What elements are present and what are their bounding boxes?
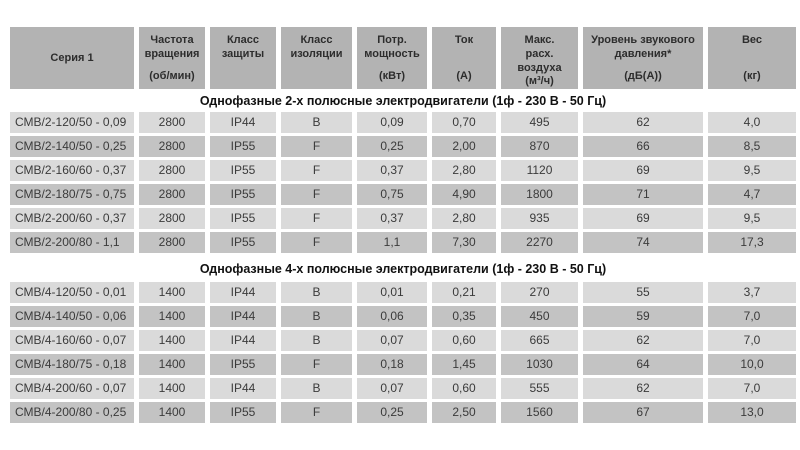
table-cell: 2,50: [432, 402, 496, 423]
table-cell: 0,60: [432, 378, 496, 399]
table-cell: 495: [501, 112, 578, 133]
table-cell: IP44: [210, 378, 276, 399]
table-cell: 55: [583, 282, 703, 303]
table-cell: 59: [583, 306, 703, 327]
column-label: Ток: [454, 34, 474, 46]
table-cell: 2800: [139, 112, 205, 133]
table-cell: СМВ/2-200/80 - 1,1: [10, 232, 134, 253]
table-cell: 8,5: [708, 136, 796, 157]
table-row: [10, 208, 796, 229]
column-header-insulation-class: [281, 27, 352, 89]
table-cell: 3,7: [708, 282, 796, 303]
table-cell: IP44: [210, 112, 276, 133]
table-row: [10, 354, 796, 375]
table-cell: 270: [501, 282, 578, 303]
table-cell: IP55: [210, 184, 276, 205]
column-header-speed: [139, 27, 205, 89]
table-cell: B: [281, 306, 352, 327]
table-cell: 2800: [139, 136, 205, 157]
table-cell: F: [281, 184, 352, 205]
table-cell: 2800: [139, 184, 205, 205]
table-row: [10, 136, 796, 157]
table-header-row: [10, 27, 796, 89]
table-cell: 1800: [501, 184, 578, 205]
section-title-2pole: Однофазные 2-х полюсные электродвигатели (1ф - 230 В - 50 Гц): [199, 93, 607, 108]
table-cell: 0,06: [357, 306, 427, 327]
table-cell: СМВ/2-180/75 - 0,75: [10, 184, 134, 205]
table-cell: 2800: [139, 160, 205, 181]
table-cell: 0,70: [432, 112, 496, 133]
table-cell: 0,25: [357, 136, 427, 157]
table-cell: 2800: [139, 208, 205, 229]
column-label: Макс. расх. воздуха: [517, 34, 562, 74]
table-cell: 1400: [139, 330, 205, 351]
table-cell: 64: [583, 354, 703, 375]
table-cell: F: [281, 232, 352, 253]
table-cell: F: [281, 160, 352, 181]
column-header-sound-level: [583, 27, 703, 89]
table-cell: 1030: [501, 354, 578, 375]
table-cell: 74: [583, 232, 703, 253]
table-cell: 69: [583, 160, 703, 181]
table-row: [10, 282, 796, 303]
table-cell: СМВ/4-200/60 - 0,07: [10, 378, 134, 399]
table-row: [10, 160, 796, 181]
motor-spec-table: [10, 0, 796, 423]
table-cell: 1400: [139, 306, 205, 327]
table-cell: 1400: [139, 402, 205, 423]
section-rows-4pole: [10, 282, 796, 423]
table-row: [10, 330, 796, 351]
table-cell: 2,80: [432, 160, 496, 181]
table-cell: 555: [501, 378, 578, 399]
table-cell: IP44: [210, 282, 276, 303]
table-cell: СМВ/4-140/50 - 0,06: [10, 306, 134, 327]
table-cell: IP55: [210, 402, 276, 423]
table-cell: B: [281, 282, 352, 303]
table-cell: 9,5: [708, 160, 796, 181]
table-cell: 7,0: [708, 378, 796, 399]
table-row: [10, 306, 796, 327]
column-unit: (кг): [743, 70, 761, 83]
table-cell: 665: [501, 330, 578, 351]
column-label: Частота вращения: [144, 34, 200, 60]
table-cell: 7,30: [432, 232, 496, 253]
table-cell: 2800: [139, 232, 205, 253]
table-row: [10, 184, 796, 205]
table-row: [10, 232, 796, 253]
column-label: Класс защиты: [221, 34, 265, 60]
table-cell: 1400: [139, 354, 205, 375]
table-cell: 2,80: [432, 208, 496, 229]
table-cell: СМВ/2-200/60 - 0,37: [10, 208, 134, 229]
table-cell: 69: [583, 208, 703, 229]
table-row: [10, 112, 796, 133]
table-cell: 0,01: [357, 282, 427, 303]
table-cell: 0,07: [357, 378, 427, 399]
table-cell: IP55: [210, 232, 276, 253]
column-label: Класс изоляции: [290, 34, 343, 60]
table-cell: IP55: [210, 136, 276, 157]
table-cell: 0,09: [357, 112, 427, 133]
column-label: Вес: [741, 34, 763, 46]
table-cell: 935: [501, 208, 578, 229]
column-unit: (м³/ч): [525, 75, 554, 88]
table-cell: IP44: [210, 306, 276, 327]
table-cell: B: [281, 112, 352, 133]
table-row: [10, 402, 796, 423]
table-cell: 0,75: [357, 184, 427, 205]
table-cell: СМВ/2-160/60 - 0,37: [10, 160, 134, 181]
table-cell: 9,5: [708, 208, 796, 229]
table-cell: B: [281, 330, 352, 351]
table-cell: 1400: [139, 282, 205, 303]
table-cell: 1120: [501, 160, 578, 181]
column-label: Серия 1: [50, 52, 94, 65]
table-cell: 1400: [139, 378, 205, 399]
table-cell: 62: [583, 330, 703, 351]
table-cell: 0,21: [432, 282, 496, 303]
table-cell: F: [281, 354, 352, 375]
table-cell: 0,25: [357, 402, 427, 423]
table-cell: 1,1: [357, 232, 427, 253]
table-cell: 7,0: [708, 306, 796, 327]
table-cell: 1,45: [432, 354, 496, 375]
table-cell: СМВ/2-140/50 - 0,25: [10, 136, 134, 157]
table-cell: 71: [583, 184, 703, 205]
table-cell: 0,37: [357, 208, 427, 229]
table-cell: 2,00: [432, 136, 496, 157]
table-cell: 0,07: [357, 330, 427, 351]
table-cell: IP55: [210, 354, 276, 375]
column-label: Потр. мощность: [364, 34, 420, 60]
column-unit: (А): [456, 70, 472, 83]
table-cell: 62: [583, 112, 703, 133]
table-cell: 450: [501, 306, 578, 327]
column-header-airflow: [501, 27, 578, 89]
table-cell: 2270: [501, 232, 578, 253]
table-cell: 4,0: [708, 112, 796, 133]
column-header-protection-class: [210, 27, 276, 89]
table-cell: 0,60: [432, 330, 496, 351]
table-cell: 7,0: [708, 330, 796, 351]
column-label: Уровень звукового давления*: [591, 34, 695, 60]
section-rows-2pole: [10, 112, 796, 253]
table-cell: 0,37: [357, 160, 427, 181]
table-cell: 66: [583, 136, 703, 157]
column-unit: (об/мин): [149, 70, 195, 83]
table-cell: IP55: [210, 208, 276, 229]
table-cell: 4,7: [708, 184, 796, 205]
column-unit: (дБ(А)): [624, 70, 662, 83]
table-cell: СМВ/4-200/80 - 0,25: [10, 402, 134, 423]
table-cell: 10,0: [708, 354, 796, 375]
table-cell: СМВ/4-160/60 - 0,07: [10, 330, 134, 351]
table-cell: B: [281, 378, 352, 399]
table-cell: IP44: [210, 330, 276, 351]
table-cell: F: [281, 402, 352, 423]
table-cell: 17,3: [708, 232, 796, 253]
table-cell: СМВ/4-120/50 - 0,01: [10, 282, 134, 303]
table-cell: 67: [583, 402, 703, 423]
table-row: [10, 378, 796, 399]
table-cell: 870: [501, 136, 578, 157]
table-cell: 0,35: [432, 306, 496, 327]
column-header-current: [432, 27, 496, 89]
table-cell: IP55: [210, 160, 276, 181]
section-title-4pole: Однофазные 4-х полюсные электродвигатели (1ф - 230 В - 50 Гц): [199, 262, 607, 276]
column-header-power: [357, 27, 427, 89]
table-cell: СМВ/4-180/75 - 0,18: [10, 354, 134, 375]
column-header-weight: [708, 27, 796, 89]
column-header-series: [10, 27, 134, 89]
table-cell: СМВ/2-120/50 - 0,09: [10, 112, 134, 133]
table-cell: F: [281, 136, 352, 157]
table-cell: 4,90: [432, 184, 496, 205]
table-cell: 1560: [501, 402, 578, 423]
table-cell: 62: [583, 378, 703, 399]
column-unit: (кВт): [378, 70, 406, 83]
table-cell: 0,18: [357, 354, 427, 375]
table-cell: F: [281, 208, 352, 229]
table-cell: 13,0: [708, 402, 796, 423]
